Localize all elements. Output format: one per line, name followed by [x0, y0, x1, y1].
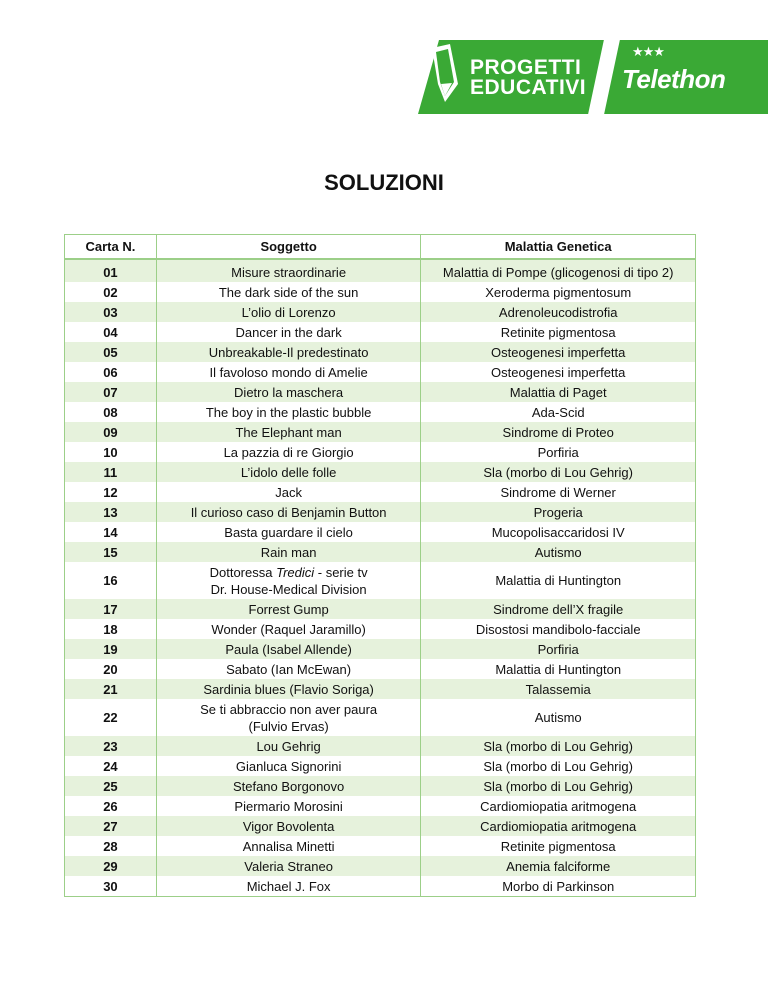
- soggetto-text: Rain man: [260, 544, 317, 560]
- soggetto-text: Dietro la maschera: [234, 384, 344, 400]
- solutions-table: [64, 234, 696, 897]
- soggetto-text: La pazzia di re Giorgio: [223, 444, 354, 460]
- table-body: [65, 259, 696, 897]
- cell-carta: 14: [65, 522, 157, 542]
- soggetto-text-line2: (Fulvio Ervas): [248, 718, 329, 734]
- cell-malattia: Progeria: [421, 502, 696, 522]
- soggetto-text: L’olio di Lorenzo: [241, 304, 336, 320]
- cell-carta: 16: [65, 562, 157, 599]
- cell-soggetto: [156, 462, 421, 482]
- cell-carta: 13: [65, 502, 157, 522]
- cell-malattia: Sla (morbo di Lou Gehrig): [421, 756, 696, 776]
- cell-carta: 21: [65, 679, 157, 699]
- table-row: [65, 659, 696, 679]
- cell-soggetto: [156, 382, 421, 402]
- table-row: [65, 679, 696, 699]
- soggetto-text: Jack: [275, 484, 302, 500]
- header-soggetto: Soggetto: [156, 235, 421, 260]
- cell-carta: 01: [65, 259, 157, 282]
- cell-malattia: Mucopolisaccaridosi IV: [421, 522, 696, 542]
- cell-soggetto: [156, 322, 421, 342]
- cell-soggetto: [156, 796, 421, 816]
- cell-malattia: Sindrome di Werner: [421, 482, 696, 502]
- cell-malattia: Osteogenesi imperfetta: [421, 342, 696, 362]
- cell-carta: 23: [65, 736, 157, 756]
- cell-soggetto: [156, 502, 421, 522]
- cell-carta: 15: [65, 542, 157, 562]
- table-row: [65, 776, 696, 796]
- cell-carta: 28: [65, 836, 157, 856]
- cell-malattia: Malattia di Pompe (glicogenosi di tipo 2): [421, 259, 696, 282]
- cell-carta: 24: [65, 756, 157, 776]
- soggetto-text: Forrest Gump: [248, 601, 329, 617]
- cell-malattia: Anemia falciforme: [421, 856, 696, 876]
- soggetto-text: Vigor Bovolenta: [242, 818, 335, 834]
- cell-soggetto: [156, 639, 421, 659]
- cell-carta: 08: [65, 402, 157, 422]
- cell-malattia: Disostosi mandibolo-facciale: [421, 619, 696, 639]
- cell-malattia: Adrenoleucodistrofia: [421, 302, 696, 322]
- cell-carta: 03: [65, 302, 157, 322]
- soggetto-text: Paula (Isabel Allende): [225, 641, 352, 657]
- cell-malattia: Talassemia: [421, 679, 696, 699]
- cell-soggetto: [156, 659, 421, 679]
- soggetto-text: Valeria Straneo: [244, 858, 333, 874]
- table-row: [65, 619, 696, 639]
- cell-carta: 29: [65, 856, 157, 876]
- cell-carta: 09: [65, 422, 157, 442]
- cell-carta: 04: [65, 322, 157, 342]
- cell-malattia: Malattia di Huntington: [421, 659, 696, 679]
- cell-malattia: Sla (morbo di Lou Gehrig): [421, 462, 696, 482]
- soggetto-text: The boy in the plastic bubble: [205, 404, 372, 420]
- table-row: [65, 639, 696, 659]
- cell-soggetto: [156, 756, 421, 776]
- soggetto-text-italic: Tredici: [276, 564, 315, 580]
- table-row: [65, 502, 696, 522]
- cell-carta: 17: [65, 599, 157, 619]
- cell-malattia: Malattia di Huntington: [421, 562, 696, 599]
- cell-carta: 07: [65, 382, 157, 402]
- table-row: [65, 756, 696, 776]
- cell-soggetto: [156, 282, 421, 302]
- soggetto-text: Se ti abbraccio non aver paura: [200, 701, 378, 717]
- cell-soggetto: [156, 562, 421, 599]
- soggetto-text: Dancer in the dark: [235, 324, 342, 340]
- cell-malattia: Autismo: [421, 542, 696, 562]
- cell-soggetto: [156, 522, 421, 542]
- header-malattia: Malattia Genetica: [421, 235, 696, 260]
- soggetto-text: Misure straordinarie: [231, 264, 347, 280]
- cell-soggetto: [156, 482, 421, 502]
- cell-soggetto: [156, 876, 421, 897]
- table-row: [65, 322, 696, 342]
- soggetto-text: Gianluca Signorini: [235, 758, 342, 774]
- cell-soggetto: [156, 342, 421, 362]
- table-row: [65, 482, 696, 502]
- table-row: [65, 856, 696, 876]
- table-row: [65, 282, 696, 302]
- cell-soggetto: [156, 362, 421, 382]
- soggetto-text: Il curioso caso di Benjamin Button: [190, 504, 387, 520]
- cell-carta: 10: [65, 442, 157, 462]
- soggetto-text: The dark side of the sun: [218, 284, 359, 300]
- cell-malattia: Xeroderma pigmentosum: [421, 282, 696, 302]
- table-row: [65, 342, 696, 362]
- cell-malattia: Malattia di Paget: [421, 382, 696, 402]
- table-header-row: [65, 235, 696, 260]
- soggetto-text-pre: Dottoressa: [209, 564, 277, 580]
- cell-carta: 02: [65, 282, 157, 302]
- cell-carta: 26: [65, 796, 157, 816]
- table-row: [65, 462, 696, 482]
- table-row: [65, 382, 696, 402]
- soggetto-text: Il favoloso mondo di Amelie: [209, 364, 368, 380]
- cell-soggetto: [156, 442, 421, 462]
- cell-soggetto: [156, 259, 421, 282]
- header-carta: Carta N.: [65, 235, 157, 260]
- table-row: [65, 259, 696, 282]
- soggetto-text-line2: Dr. House-Medical Division: [210, 581, 367, 597]
- cell-malattia: Sla (morbo di Lou Gehrig): [421, 736, 696, 756]
- cell-carta: 18: [65, 619, 157, 639]
- cell-malattia: Sindrome di Proteo: [421, 422, 696, 442]
- cell-carta: 05: [65, 342, 157, 362]
- cell-soggetto: [156, 776, 421, 796]
- soggetto-text: Annalisa Minetti: [242, 838, 335, 854]
- cell-soggetto: [156, 302, 421, 322]
- soggetto-text-post: - serie tv: [314, 564, 368, 580]
- soggetto-text: Stefano Borgonovo: [232, 778, 345, 794]
- table-row: [65, 422, 696, 442]
- cell-soggetto: [156, 679, 421, 699]
- soggetto-text: Wonder (Raquel Jaramillo): [211, 621, 366, 637]
- cell-carta: 19: [65, 639, 157, 659]
- soggetto-text: Basta guardare il cielo: [224, 524, 353, 540]
- cell-soggetto: [156, 736, 421, 756]
- cell-soggetto: [156, 542, 421, 562]
- table-row: [65, 876, 696, 897]
- brand-logo-text: [470, 58, 586, 98]
- table-row: [65, 302, 696, 322]
- telethon-stars-icon: ★★★: [632, 44, 664, 59]
- cell-malattia: Cardiomiopatia aritmogena: [421, 796, 696, 816]
- telethon-logo: [622, 44, 726, 95]
- cell-malattia: Retinite pigmentosa: [421, 836, 696, 856]
- cell-carta: 11: [65, 462, 157, 482]
- cell-carta: 06: [65, 362, 157, 382]
- cell-soggetto: [156, 699, 421, 736]
- soggetto-text: Sardinia blues (Flavio Soriga): [203, 681, 374, 697]
- soggetto-text: Sabato (Ian McEwan): [226, 661, 352, 677]
- table-row: [65, 736, 696, 756]
- cell-malattia: Morbo di Parkinson: [421, 876, 696, 897]
- soggetto-text: Michael J. Fox: [246, 878, 331, 894]
- brand-line-2: EDUCATIVI: [470, 76, 587, 99]
- soggetto-text: The Elephant man: [235, 424, 342, 440]
- table-row: [65, 442, 696, 462]
- cell-malattia: Porfiria: [421, 639, 696, 659]
- soggetto-text: L’idolo delle folle: [240, 464, 337, 480]
- cell-carta: 27: [65, 816, 157, 836]
- cell-carta: 12: [65, 482, 157, 502]
- soggetto-text: Unbreakable-Il predestinato: [208, 344, 369, 360]
- brand-line-1: PROGETTI: [470, 56, 582, 79]
- table-row: [65, 816, 696, 836]
- pencil-icon: [428, 44, 462, 106]
- telethon-logo-text: Telethon: [622, 64, 726, 94]
- table-row: [65, 796, 696, 816]
- cell-malattia: Porfiria: [421, 442, 696, 462]
- cell-soggetto: [156, 816, 421, 836]
- soggetto-text: Lou Gehrig: [256, 738, 321, 754]
- table-row: [65, 402, 696, 422]
- cell-soggetto: [156, 422, 421, 442]
- cell-malattia: Sindrome dell’X fragile: [421, 599, 696, 619]
- table-row: [65, 562, 696, 599]
- cell-malattia: Ada-Scid: [421, 402, 696, 422]
- cell-soggetto: [156, 599, 421, 619]
- cell-malattia: Cardiomiopatia aritmogena: [421, 816, 696, 836]
- table-row: [65, 599, 696, 619]
- page-title: SOLUZIONI: [324, 170, 444, 195]
- cell-malattia: Autismo: [421, 699, 696, 736]
- table-row: [65, 362, 696, 382]
- cell-carta: 20: [65, 659, 157, 679]
- cell-soggetto: [156, 856, 421, 876]
- cell-carta: 22: [65, 699, 157, 736]
- cell-malattia: Sla (morbo di Lou Gehrig): [421, 776, 696, 796]
- cell-soggetto: [156, 619, 421, 639]
- table-row: [65, 836, 696, 856]
- cell-malattia: Osteogenesi imperfetta: [421, 362, 696, 382]
- table-row: [65, 542, 696, 562]
- table-row: [65, 522, 696, 542]
- cell-soggetto: [156, 402, 421, 422]
- soggetto-text: Piermario Morosini: [234, 798, 343, 814]
- cell-carta: 30: [65, 876, 157, 897]
- table-row: [65, 699, 696, 736]
- cell-carta: 25: [65, 776, 157, 796]
- cell-malattia: Retinite pigmentosa: [421, 322, 696, 342]
- cell-soggetto: [156, 836, 421, 856]
